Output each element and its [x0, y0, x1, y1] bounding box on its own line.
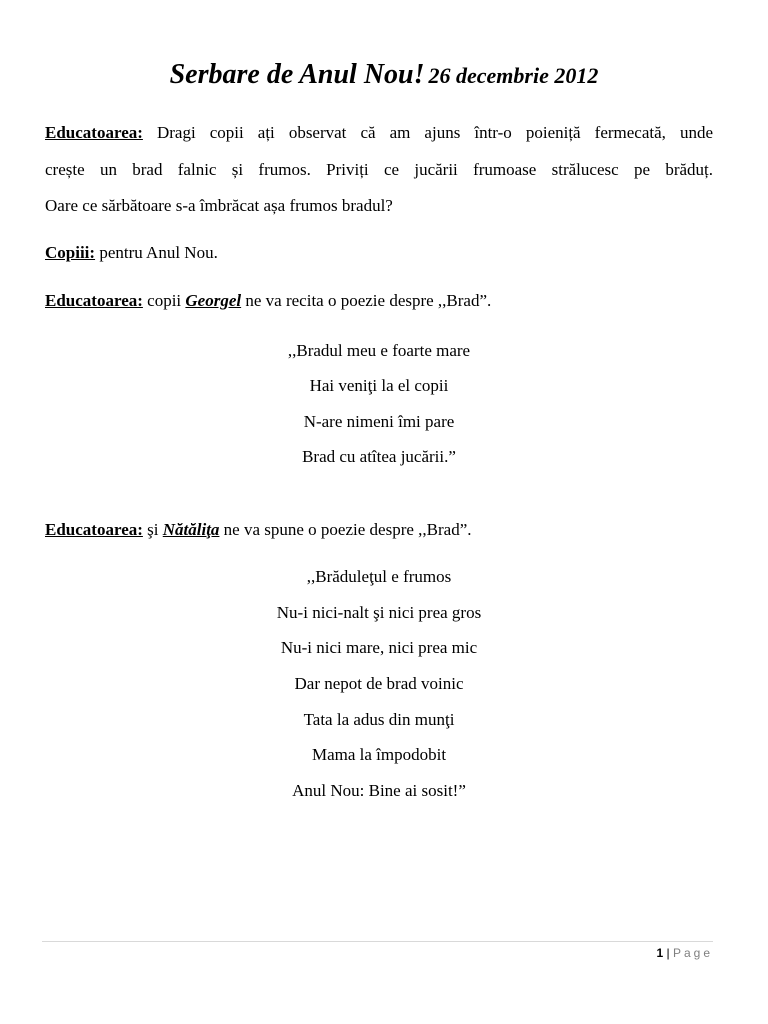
poem-line: Tata la adus din munţi — [303, 709, 455, 729]
poem-line: N-are nimeni îmi pare — [303, 411, 455, 431]
paragraph-text: ne va spune o poezie despre ,,Brad”. — [223, 520, 472, 539]
paragraph-line — [45, 115, 713, 152]
page-title — [0, 55, 768, 99]
speaker-label: Copiii: — [45, 243, 96, 262]
paragraph-line — [45, 512, 713, 548]
paragraph-text: Oare ce sărbătoare s-a îmbrăcat așa frumos bradul? — [45, 196, 393, 215]
paragraph-text: crește un brad falnic și frumos. Priviți ce jucării frumoase strălucesc pe brăduț. — [45, 159, 713, 179]
paragraph-line — [45, 283, 713, 319]
page-label: Page — [672, 946, 713, 960]
poem-line: Mama la împodobit — [311, 745, 447, 765]
poem-line: Nu-i nici-nalt şi nici prea gros — [276, 602, 482, 622]
poem-line: Hai veniţi la el copii — [309, 376, 449, 396]
poem-line: Brad cu atîtea jucării.” — [302, 446, 456, 466]
poem-line: Dar nepot de brad voinic — [294, 674, 464, 694]
title-main: Serbare de Anul Nou! — [169, 59, 425, 90]
poem-line: ,,Bradul meu e foarte mare — [287, 341, 471, 360]
paragraph-text: ne va recita o poezie despre ,,Brad”. — [245, 291, 492, 310]
poem-line: Nu-i nici mare, nici prea mic — [280, 638, 478, 658]
intro-georgel-paragraph — [45, 283, 713, 319]
paragraph-line — [45, 235, 713, 271]
paragraph-text: copii — [147, 291, 182, 310]
paragraph-text: şi — [147, 520, 159, 539]
poem-natalita — [45, 559, 713, 809]
intro-paragraph — [45, 115, 713, 225]
paragraph-text: pentru Anul Nou. — [99, 243, 218, 262]
speaker-label: Educatoarea: — [45, 291, 143, 310]
paragraph-text: Dragi copii ați observat că am ajuns într-o poieniță fermecată, unde — [156, 123, 713, 142]
paragraph-line — [45, 188, 713, 225]
footer-divider — [42, 941, 713, 942]
footer-separator: | — [666, 946, 670, 960]
page-number: 1 — [656, 946, 664, 960]
paragraph-line — [45, 152, 713, 189]
page-footer — [656, 945, 713, 961]
poem-line: ,,Brăduleţul e frumos — [306, 567, 452, 586]
speaker-label: Educatoarea: — [45, 123, 143, 142]
title-date: 26 decembrie 2012 — [428, 63, 599, 88]
poem-georgel — [45, 333, 713, 474]
child-name: Nătăliţa — [162, 520, 220, 539]
poem-line: Anul Nou: Bine ai sosit!” — [292, 781, 466, 801]
speaker-label: Educatoarea: — [45, 520, 143, 539]
children-reply — [45, 235, 713, 271]
intro-natalita-paragraph — [45, 512, 713, 548]
child-name: Georgel — [185, 291, 242, 310]
